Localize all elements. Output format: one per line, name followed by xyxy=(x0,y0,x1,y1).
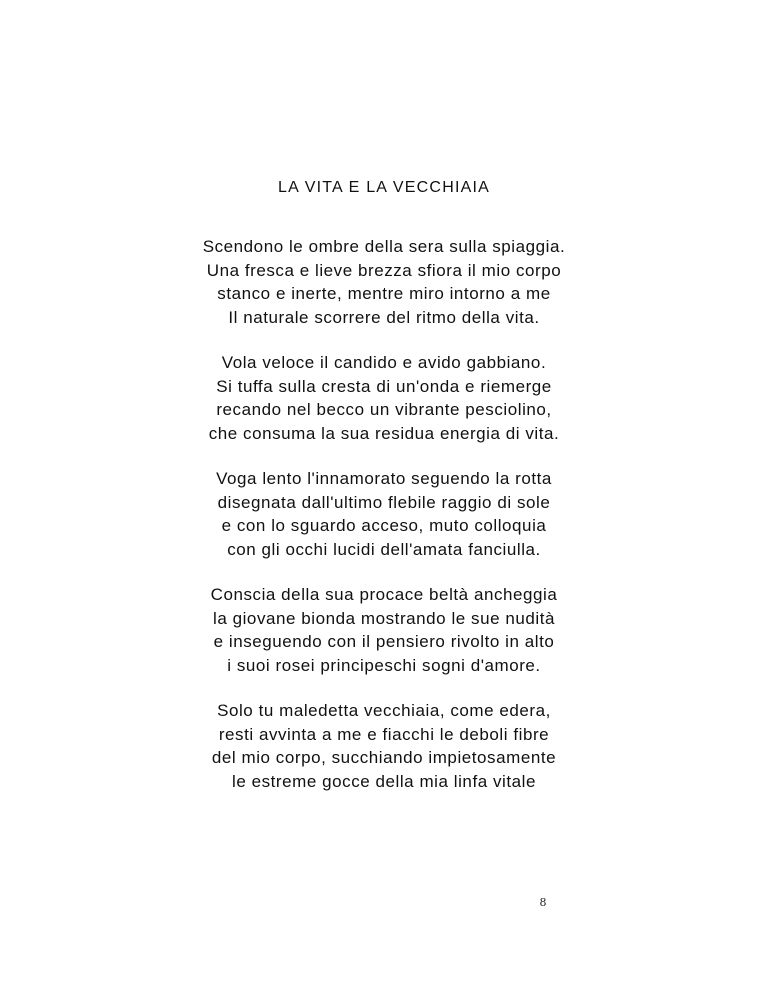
poem-line: le estreme gocce della mia linfa vitale xyxy=(232,771,536,791)
poem-line: Una fresca e lieve brezza sfiora il mio corpo xyxy=(206,260,562,280)
poem-line: Si tuffa sulla cresta di un'onda e riemerge xyxy=(216,376,552,396)
poem-line: i suoi rosei principeschi sogni d'amore. xyxy=(227,655,541,675)
stanza-3 xyxy=(0,467,768,561)
poem-line: che consuma la sua residua energia di vita. xyxy=(208,423,560,443)
poem-title: LA VITA E LA VECCHIAIA xyxy=(278,179,490,196)
poem-line: recando nel becco un vibrante pesciolino, xyxy=(216,400,552,419)
poem-line: Solo tu maledetta vecchiaia, come edera, xyxy=(217,701,551,720)
stanza-5 xyxy=(0,699,768,793)
poem-line: e con lo sguardo acceso, muto colloquia xyxy=(221,516,547,535)
poem-line: con gli occhi lucidi dell'amata fanciulla. xyxy=(227,539,541,559)
poem-line: resti avvinta a me e fiacchi le deboli fibre xyxy=(218,724,550,744)
poem-line: Voga lento l'innamorato seguendo la rotta xyxy=(216,469,552,488)
poem-line: Conscia della sua procace beltà ancheggia xyxy=(210,585,558,604)
page-number: 8 xyxy=(539,896,547,909)
poem-line: del mio corpo, succhiando impietosamente xyxy=(211,748,557,767)
poem-line: Vola veloce il candido e avido gabbiano. xyxy=(221,353,547,372)
stanza-1 xyxy=(0,235,768,329)
stanza-2 xyxy=(0,351,768,445)
stanza-4 xyxy=(0,583,768,677)
poem-line: e inseguendo con il pensiero rivolto in alto xyxy=(213,632,555,651)
poem-line: Il naturale scorrere del ritmo della vita. xyxy=(228,307,540,327)
poem-line: disegnata dall'ultimo flebile raggio di sole xyxy=(217,492,551,512)
poem-line: stanco e inerte, mentre miro intorno a me xyxy=(217,284,551,303)
poem-body xyxy=(0,235,768,815)
poem-line: Scendono le ombre della sera sulla spiaggia. xyxy=(202,237,566,256)
poem-line: la giovane bionda mostrando le sue nudità xyxy=(213,608,555,628)
